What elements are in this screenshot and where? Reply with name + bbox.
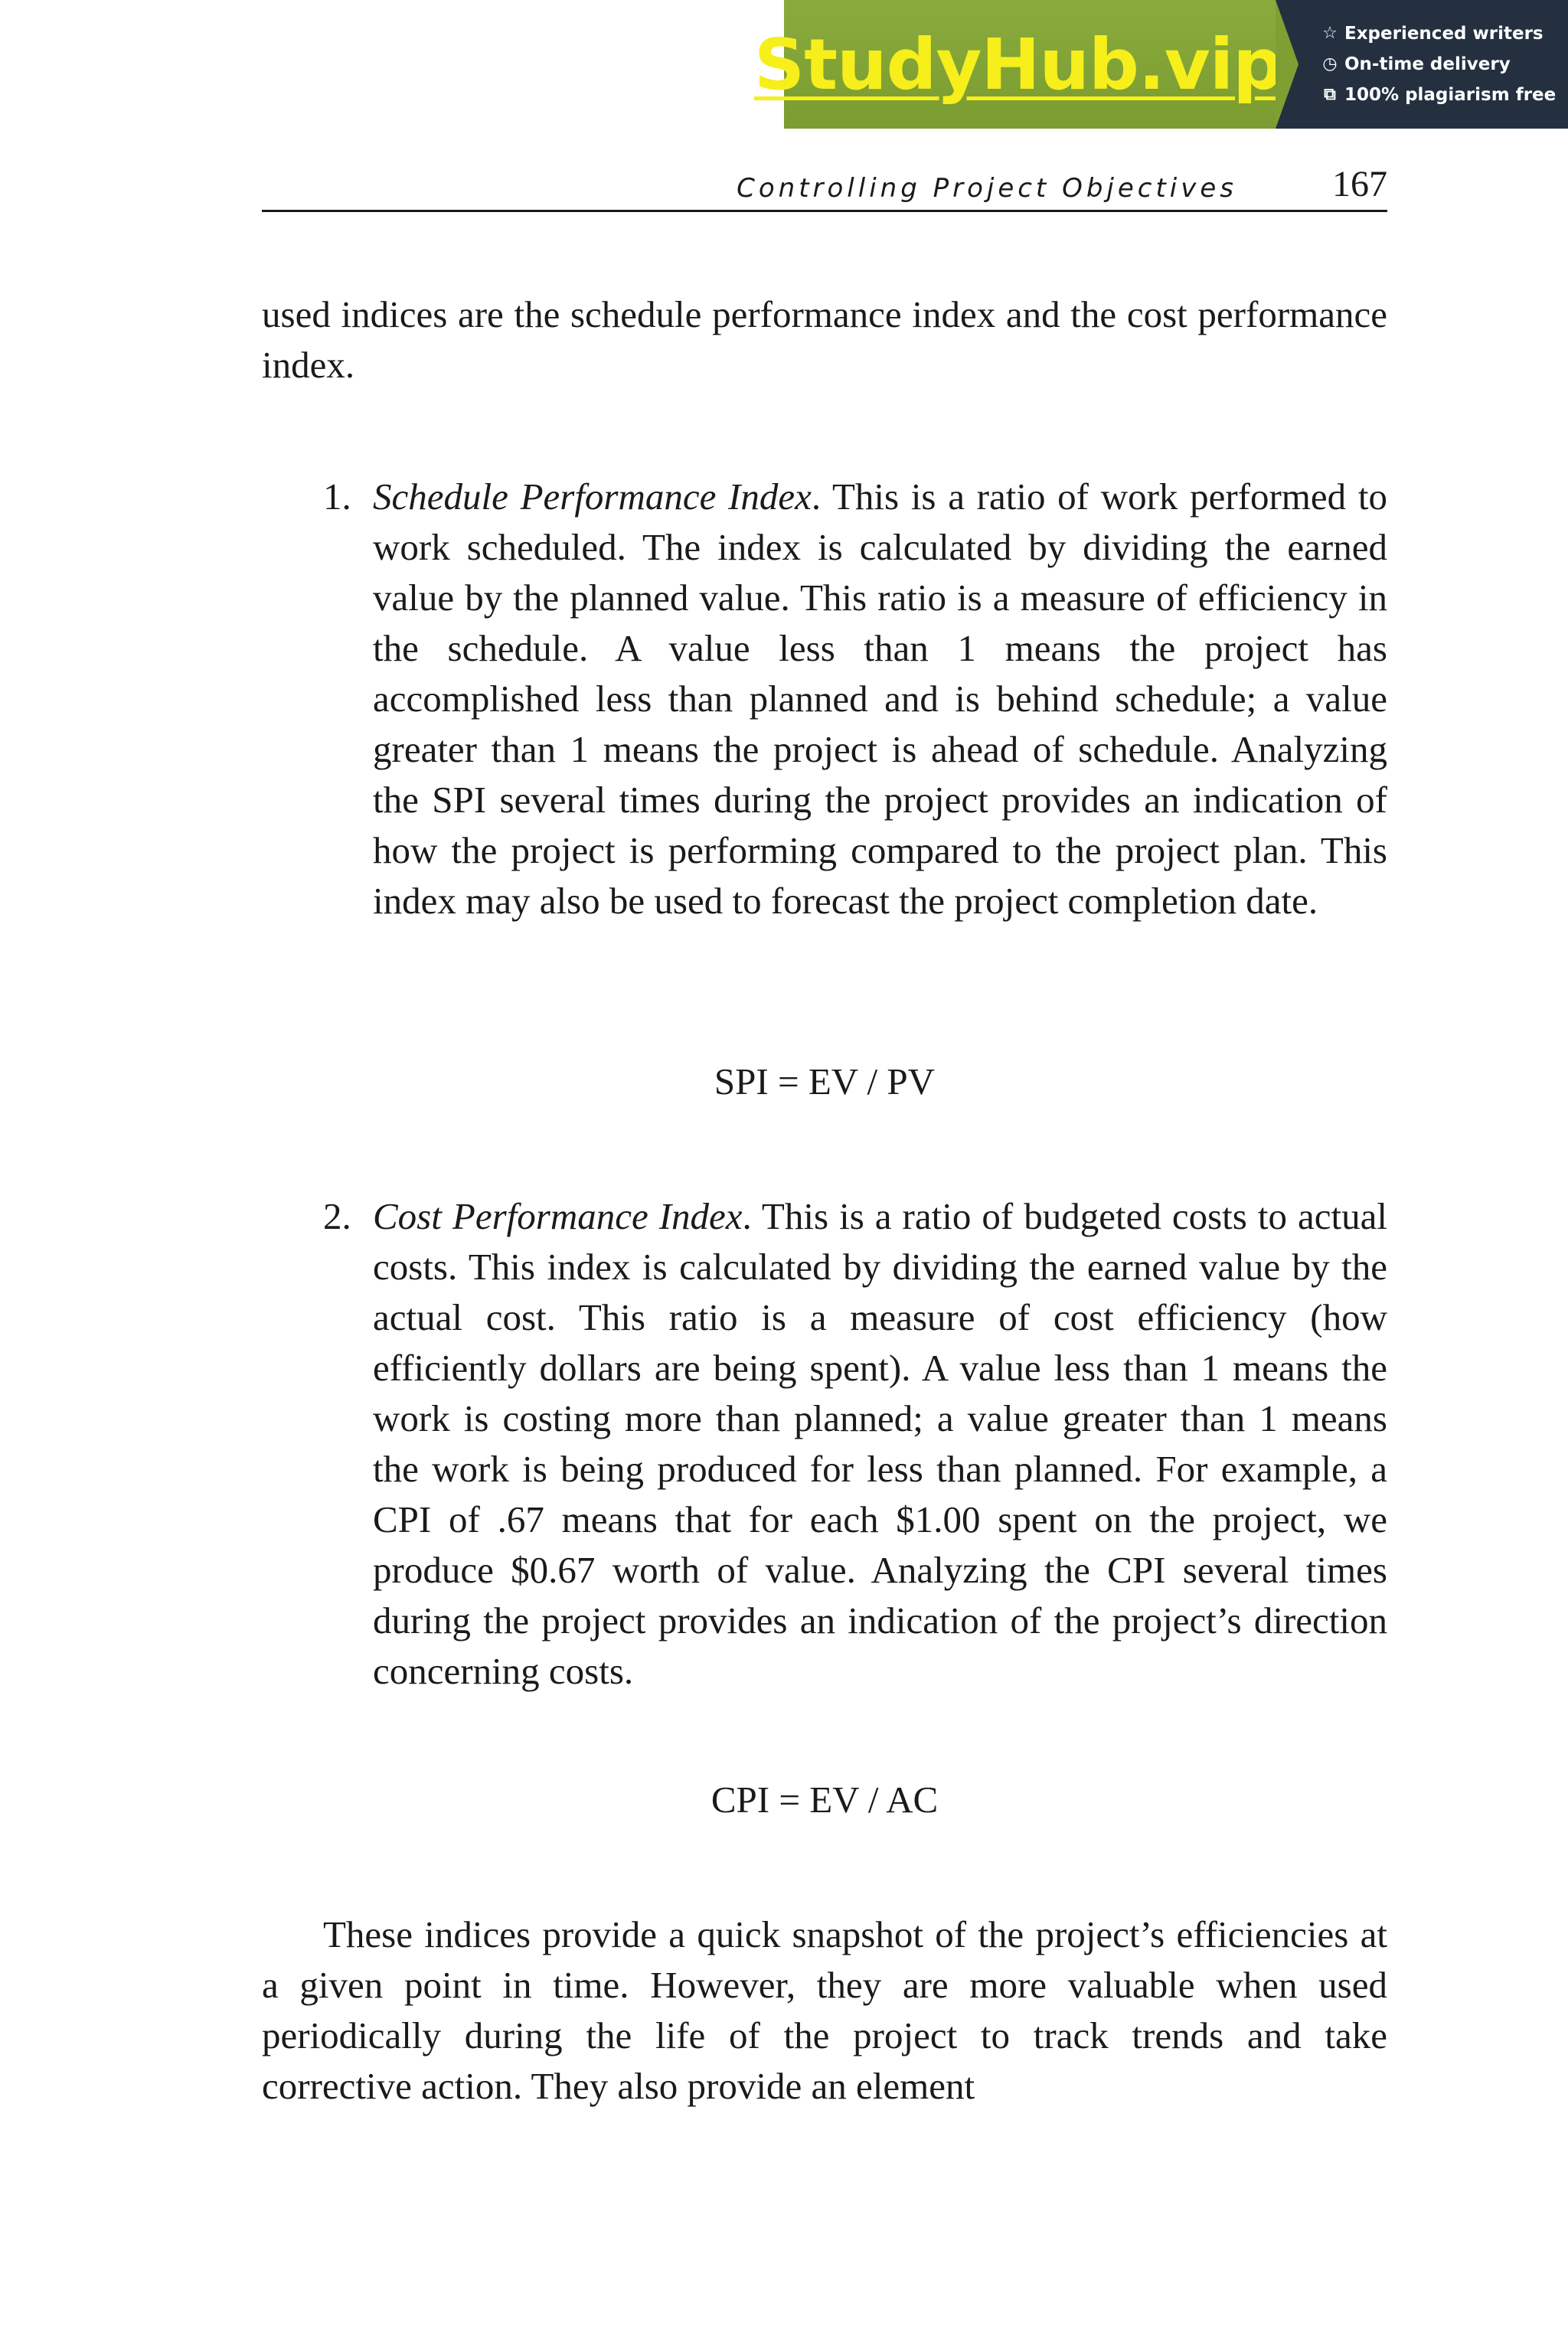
list-body [373, 472, 1387, 926]
list-term: Cost Performance Index [373, 1195, 743, 1237]
running-title: Controlling Project Objectives [737, 173, 1237, 204]
copy-icon: ⧉ [1324, 85, 1336, 104]
feature-plagiarism-free [1321, 83, 1568, 107]
star-icon: ☆ [1322, 24, 1338, 43]
feature-on-time-delivery [1321, 52, 1568, 77]
list-text: . This is a ratio of work performed to work scheduled. The index is calculated by dividing the earned value by the planned value. This ratio is a measure of efficiency in the schedule. A value less than 1 means the project has accomplished less than planned and is behind schedule; a value greater than 1 means the project is ahead of schedule. Analyzing the SPI several times during the project provides an indication of how the project is performing compared to the project plan. This index may also be used to forecast the project completion date. [373, 475, 1387, 922]
list-item-cpi [262, 1191, 1387, 1697]
list-number: 2. [323, 1195, 351, 1237]
closing-paragraph [262, 1909, 1387, 2112]
list-text: . This is a ratio of budgeted costs to actual costs. This index is calculated by dividing the earned value by the actual cost. This ratio is a measure of cost efficiency (how efficiently dollars are being spent). A value less than 1 means the work is costing more than planned; a value greater than 1 means the work is being produced for less than planned. For example, a CPI of .67 means that for each $1.00 spent on the project, we produce $0.67 worth of value. Analyzing the CPI several times during the project provides an indication of the project’s direction concerning costs. [373, 1195, 1387, 1692]
clock-icon: ◷ [1322, 54, 1338, 74]
feature-label: On-time delivery [1344, 54, 1511, 74]
page-number: 167 [1332, 164, 1387, 204]
brand-panel[interactable] [753, 0, 1283, 129]
feature-list [1276, 0, 1568, 129]
feature-label: 100% plagiarism free [1344, 85, 1557, 105]
list-item-spi [262, 472, 1387, 926]
closing-text: These indices provide a quick snapshot of the project’s efficiencies at a given point in time. However, they are more valuable when used periodically during the life of the project to track trends and take corrective action. They also provide an element [262, 1913, 1387, 2107]
list-number: 1. [323, 475, 351, 518]
formula-spi: SPI = EV / PV [714, 1060, 936, 1102]
list-term: Schedule Performance Index [373, 475, 812, 518]
formula-cpi: CPI = EV / AC [710, 1779, 939, 1821]
list-body [373, 1191, 1387, 1697]
running-header [262, 159, 1387, 212]
intro-paragraph: used indices are the schedule performance index and the cost performance index. [262, 293, 1387, 386]
brand-logo-text[interactable]: StudyHub.vip [753, 23, 1283, 106]
feature-label: Experienced writers [1344, 24, 1544, 44]
studyhub-banner[interactable] [753, 0, 1568, 129]
feature-experienced-writers [1321, 21, 1568, 46]
